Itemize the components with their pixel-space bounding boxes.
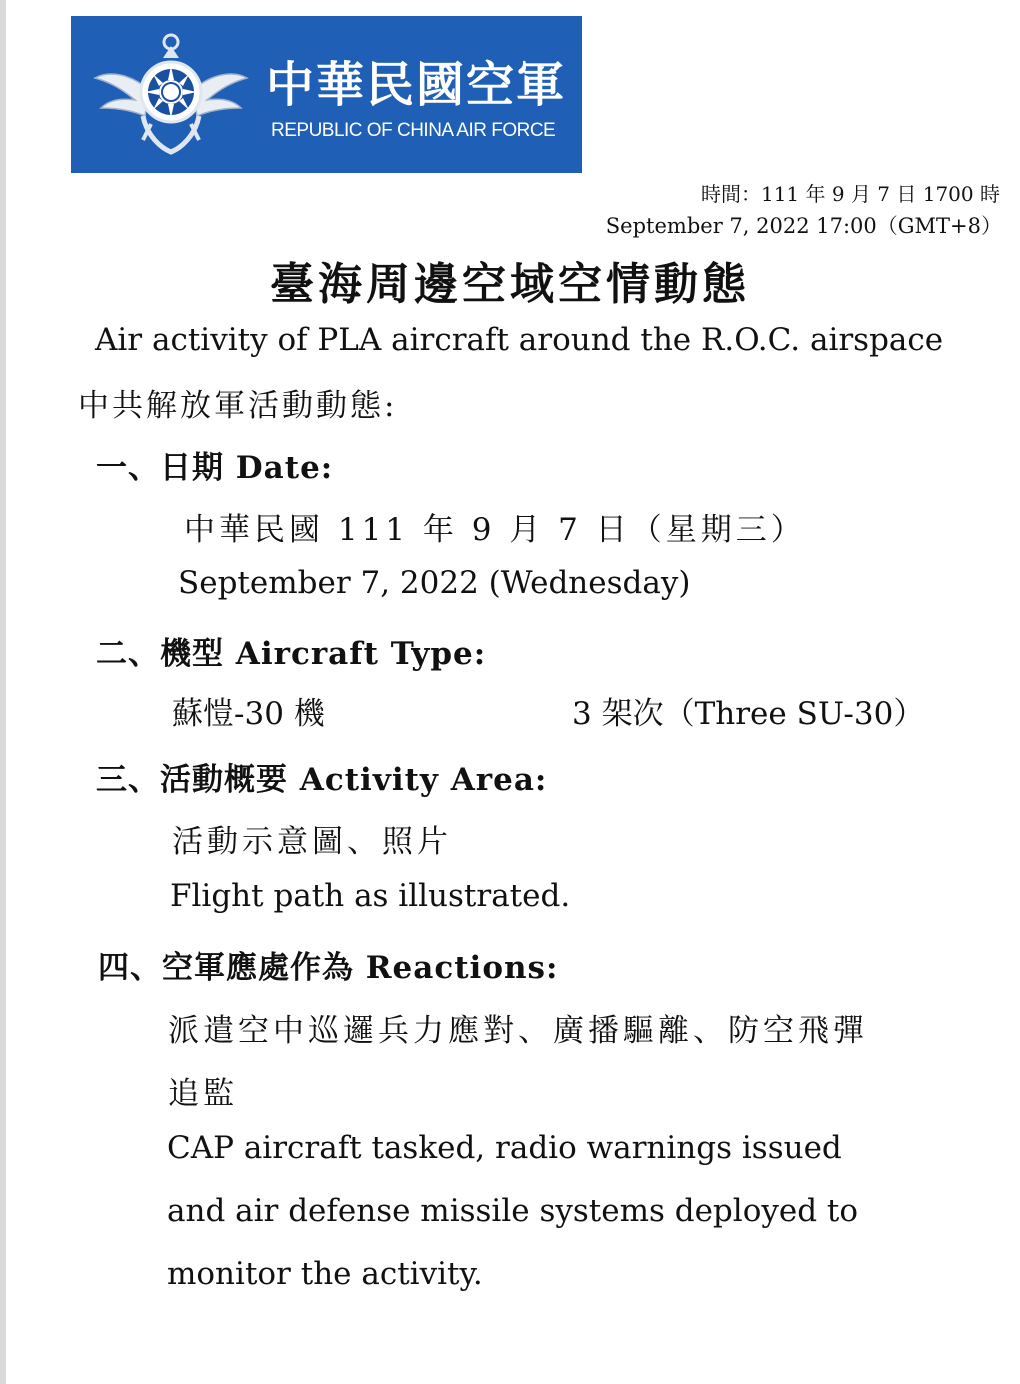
section-heading-activity: 三、活動概要 Activity Area:: [96, 762, 548, 798]
aircraft-count: 3 架次（Three SU-30）: [572, 696, 925, 732]
activity-zh: 活動示意圖、照片: [172, 824, 452, 860]
reactions-en-line1: CAP aircraft tasked, radio warnings issued: [167, 1130, 842, 1166]
reactions-en-line3: monitor the activity.: [167, 1256, 483, 1292]
section-heading-aircraft: 二、機型 Aircraft Type:: [96, 636, 487, 672]
page-subtitle: Air activity of PLA aircraft around the R.O.C. airspace: [95, 322, 944, 358]
intro-line: 中共解放軍活動動態:: [78, 388, 398, 424]
section-heading-reactions: 四、空軍應處作為 Reactions:: [98, 950, 559, 986]
reactions-zh-line1: 派遣空中巡邏兵力應對、廣播驅離、防空飛彈: [168, 1013, 868, 1049]
reactions-en-line2: and air defense missile systems deployed to: [167, 1193, 859, 1229]
page-title: 臺海周邊空域空情動態: [270, 259, 750, 310]
logo-title-zh: 中華民國空軍: [266, 57, 567, 113]
reactions-zh-line2: 追監: [168, 1076, 238, 1112]
timestamp-zh: 時間：111 年 9 月 7 日 1700 時: [700, 182, 1000, 206]
logo-title-en: REPUBLIC OF CHINA AIR FORCE: [271, 120, 556, 141]
roc-air-force-emblem-icon: [91, 28, 251, 160]
section-heading-date: 一、日期 Date:: [96, 450, 334, 486]
page-edge: [0, 0, 6, 1384]
date-en: September 7, 2022 (Wednesday): [178, 565, 691, 601]
activity-en: Flight path as illustrated.: [170, 878, 571, 914]
air-force-logo-banner: [71, 16, 582, 173]
date-zh: 中華民國 111 年 9 月 7 日（星期三）: [184, 512, 806, 548]
timestamp-en: September 7, 2022 17:00（GMT+8）: [605, 214, 1002, 238]
aircraft-type: 蘇愷-30 機: [172, 696, 325, 732]
